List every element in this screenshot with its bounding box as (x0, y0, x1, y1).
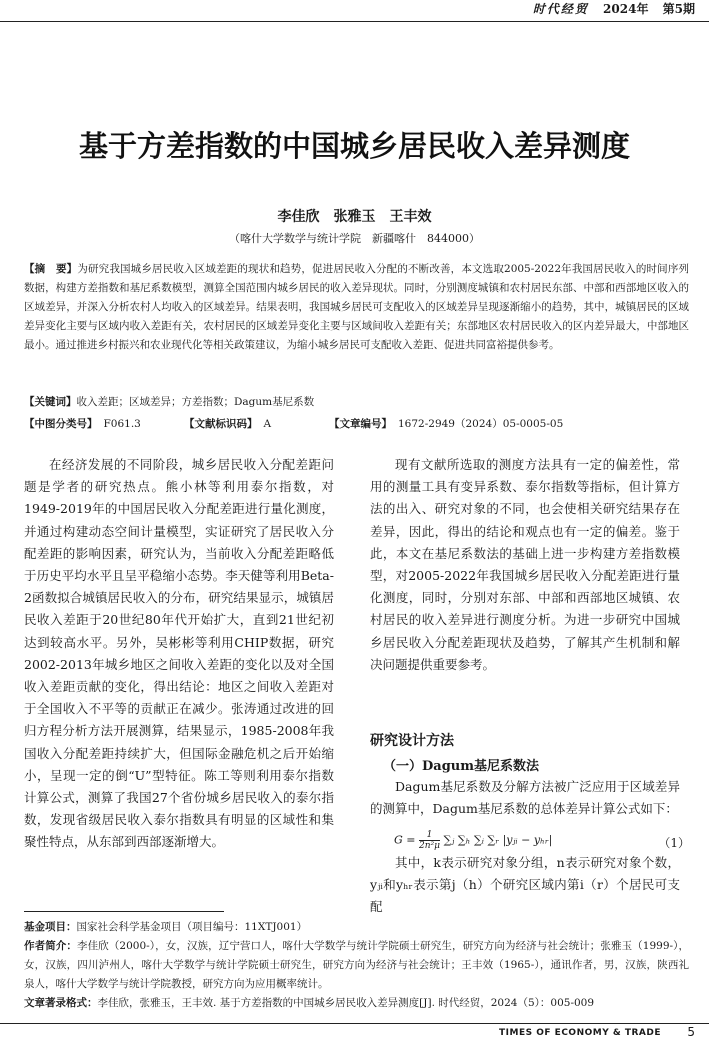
doc-code-block (184, 416, 329, 431)
author-list: 李佳欣 张雅玉 王丰效 (277, 209, 432, 225)
article-number-value: 1672-2949（2024）05-0005-05 (398, 418, 564, 430)
citation-text: 李佳欣，张雅玉，王丰效. 基于方差指数的中国城乡居民收入差异测度[J]. 时代经贸，2024（5）：005-009 (97, 997, 595, 1009)
right-paragraph: 现有文献所选取的测度方法具有一定的偏差性，常用的测量工具有变异系数、泰尔指数等指标，但计算方法的出入、研究对象的不同，也会使相关研究结果存在差异，因此，得出的结论和观点也有一定的偏差。鉴于此，本文在基尼系数法的基础上进一步构建方差指数模型，对2005-2022年我国城乡居民收入分配差距进行量化测度，同时，分别对东部、中部和西部地区城镇、农村居民的收入差异进行测度分析。为进一步研究中国城乡居民收入分配差距现状及趋势，了解其产生机制和解决问题提供重要参考。 (370, 457, 680, 672)
author-note-label: 作者简介： (24, 940, 78, 952)
journal-name: 时代经贸 (532, 2, 589, 16)
method-text: Dagum基尼系数及分解方法被广泛应用于区域差异的测算中，Dagum基尼系数的总体差异计算公式如下： (370, 779, 680, 816)
keywords-text: 收入差距；区域差异；方差指数；Dagum基尼系数 (76, 396, 315, 408)
left-paragraph: 在经济发展的不同阶段，城乡居民收入分配差距问题是学者的研究热点。熊小林等利用泰尔指数，对1949-2019年的中国居民收入分配差距进行量化测度，并通过构建动态空间计量模型，实证研究了居民收入分配差距的影响因素，研究认为，当前收入分配差距略低于历史平均水平且呈平稳缩小态势。李天健等利用Beta-2函数拟合城镇居民收入的分布，研究结果显示，城镇居民收入差距于20世纪80年代开始扩大，直到21世纪初达到较高水平。另外，吴彬彬等利用CHIP数据，研究2002-2013年城乡地区之间收入差距的变化以及对全国收入差距贡献的变化，得出结论：地区之间收入差距对于全国收入不平等的贡献正在减少。张涛通过改进的回归方程分析方法开展测算，结果显示，1985-2008年我国收入分配差距持续扩大，但国际金融危机之后开始缩小，呈现一定的倒“U”型特征。陈工等则利用泰尔指数计算公式，测算了我国27个省份城乡居民收入的泰尔指数，发现省级居民收入泰尔指数具有明显的区域性和集聚性特点，从东部到西部逐渐增大。 (24, 457, 334, 850)
left-column (24, 454, 334, 854)
author-note (24, 937, 689, 994)
formula-explanation (370, 852, 680, 918)
formula-denominator: 2n²μ (419, 841, 440, 851)
citation-note (24, 994, 689, 1013)
page-number: 5 (687, 1025, 695, 1039)
doc-code-value: A (263, 418, 272, 430)
method-paragraph (370, 776, 680, 820)
formula-explanation-text: 其中，k表示研究对象分组，n表示研究对象个数，yⱼᵢ和yₕᵣ表示第j（h）个研究区域内第i（r）个居民可支配 (370, 855, 680, 914)
keywords-label: 【关键词】 (24, 396, 77, 408)
citation-label: 文章著录格式： (24, 997, 98, 1009)
fund-text: 国家社会科学基金项目（项目编号：11XTJ001） (76, 921, 308, 933)
footnotes (24, 918, 689, 1013)
article-number-block (329, 416, 563, 431)
abstract-label: 【摘 要】 (24, 263, 78, 275)
clc-value: F061.3 (103, 418, 141, 430)
abstract (24, 260, 689, 355)
fund-note (24, 918, 689, 937)
running-header (0, 0, 709, 22)
section-heading: 研究设计方法 (370, 733, 454, 749)
fund-label: 基金项目： (24, 921, 77, 933)
formula-numerator: 1 (419, 830, 440, 841)
subsection-heading: （一）Dagum基尼系数法 (383, 759, 539, 774)
paper-title: 基于方差指数的中国城乡居民收入差异测度 (78, 129, 630, 163)
article-number-label: 【文章编号】 (329, 418, 392, 430)
doc-code-label: 【文献标识码】 (184, 418, 258, 430)
classification-line (24, 416, 689, 431)
formula-expression (394, 830, 552, 851)
formula-fraction (419, 830, 440, 851)
header-rule (0, 21, 709, 22)
footer-rule (0, 1023, 709, 1024)
abstract-text: 为研究我国城乡居民收入区域差距的现状和趋势，促进居民收入分配的不断改善，本文选取2005-2022年我国居民收入的时间序列数据，构建方差指数和基尼系数模型，测算全国范围内城乡居民的收入差异现状。同时，分别测度城镇和农村居民东部、中部和西部地区收入的区域差异，并深入分析农村人均收入的区域差异。结果表明，我国城乡居民可支配收入的区域差异呈现逐渐缩小的趋势，其中，城镇居民的区域差异变化主要与区域内收入差距有关，农村居民的区域差异变化主要与区域间收入差距有关；东部地区农村居民收入的区内差异最大，中部地区最小。通过推进乡村振兴和农业现代化等相关政策建议，为缩小城乡居民可支配收入差距、促进共同富裕提供参考。 (24, 263, 689, 351)
footer-journal-name: TIMES OF ECONOMY & TRADE (499, 1028, 661, 1038)
formula-rhs: ∑ⱼ ∑ₕ ∑ᵢ ∑ᵣ |yⱼᵢ − yₕᵣ| (443, 833, 553, 847)
right-column (370, 454, 680, 676)
issue-number: 第5期 (662, 2, 695, 16)
footnote-rule (24, 911, 224, 912)
issue-year: 2024年 (603, 2, 649, 16)
equation-number: （1） (658, 836, 690, 850)
clc-block (24, 416, 184, 431)
clc-label: 【中图分类号】 (24, 418, 98, 430)
author-affiliation: （喀什大学数学与统计学院 新疆喀什 844000） (229, 232, 480, 245)
author-note-text: 李佳欣（2000-），女，汉族，辽宁营口人，喀什大学数学与统计学院硕士研究生，研究方向为经济与社会统计；张雅玉（1999-），女，汉族，四川泸州人，喀什大学数学与统计学院硕士研究生，研究方向为经济与社会统计；王丰效（1965-），通讯作者，男，汉族，陕西礼泉人，喀什大学数学与统计学院教授，研究方向为应用概率统计。 (24, 940, 690, 990)
formula-lhs: G = (394, 833, 416, 847)
keywords (24, 394, 689, 409)
